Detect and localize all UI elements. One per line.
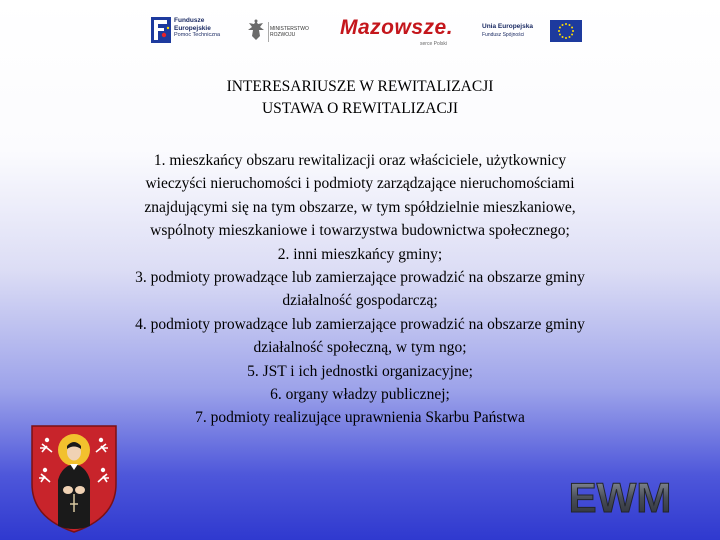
eu-line1: Unia Europejska (482, 23, 533, 30)
list-line: 2. inni mieszkańcy gminy; (277, 245, 443, 263)
eu-star-icon (571, 27, 573, 29)
ministry-line2: ROZWOJU (270, 32, 296, 38)
ministry-line1: MINISTERSTWO (270, 26, 309, 32)
mazowsze-tagline: serce Polski (420, 41, 447, 47)
coat-of-arms-icon (28, 422, 120, 534)
list-line: działalność społeczną, w tym ngo; (253, 339, 467, 357)
list-line: 3. podmioty prowadzące lub zamierzające prowadzić na obszarze gminy (135, 269, 585, 287)
eu-star-icon (559, 34, 561, 36)
eu-logo (482, 18, 592, 48)
eu-star-icon (571, 34, 573, 36)
fe-mark-icon (150, 16, 172, 44)
title-line-1: INTERESARIUSZE W REWITALIZACJI (226, 78, 494, 95)
eu-star-icon (572, 30, 574, 32)
title-line-2: USTAWA O REWITALIZACJI (261, 100, 459, 117)
eu-star-icon (562, 36, 564, 38)
mazowsze-logo (340, 16, 465, 50)
eu-flag-icon (550, 20, 582, 42)
list-line: wieczyści nieruchomości i podmioty zarządzające nieruchomościami (145, 175, 575, 193)
list-line: wspólnoty mieszkaniowe i towarzystwa budownictwa społecznego; (150, 222, 570, 240)
fe-line3: Pomoc Techniczna (174, 32, 221, 38)
eu-star-icon (559, 27, 561, 29)
list-line: 4. podmioty prowadzące lub zamierzające prowadzić na obszarze gminy (135, 315, 585, 333)
eu-star-icon (565, 23, 567, 25)
list-line: 1. mieszkańcy obszaru rewitalizacji oraz właściciele, użytkownicy (153, 152, 567, 169)
list-line: 5. JST i ich jednostki organizacyjne; (247, 362, 473, 380)
eu-star-icon (562, 24, 564, 26)
ewm-text: EWM (568, 474, 672, 518)
eu-star-icon (565, 37, 567, 39)
list-line: 6. organy władzy publicznej; (270, 386, 450, 404)
eu-star-icon (558, 30, 560, 32)
ministry-divider (268, 22, 269, 42)
stakeholder-list (40, 149, 680, 430)
logo-strip (0, 0, 720, 58)
slide-title (0, 76, 720, 120)
ewm-logo (552, 474, 688, 518)
mazowsze-name: Mazowsze. (340, 16, 454, 39)
eu-star-icon (569, 36, 571, 38)
fe-line2: Europejskie (174, 24, 211, 32)
fundusze-europejskie-logo (150, 16, 230, 46)
list-line: 7. podmioty realizujące uprawnienia Skarbu Państwa (195, 409, 525, 427)
list-line: działalność gospodarczą; (282, 292, 438, 310)
eu-star-icon (569, 24, 571, 26)
fe-line1: Fundusze (174, 17, 205, 24)
list-line: znajdującymi się na tym obszarze, w tym spółdzielnie mieszkaniowe, (144, 198, 576, 216)
eu-line2: Fundusz Spójności (482, 32, 525, 38)
ministry-logo (246, 18, 326, 48)
eagle-icon (246, 18, 266, 44)
